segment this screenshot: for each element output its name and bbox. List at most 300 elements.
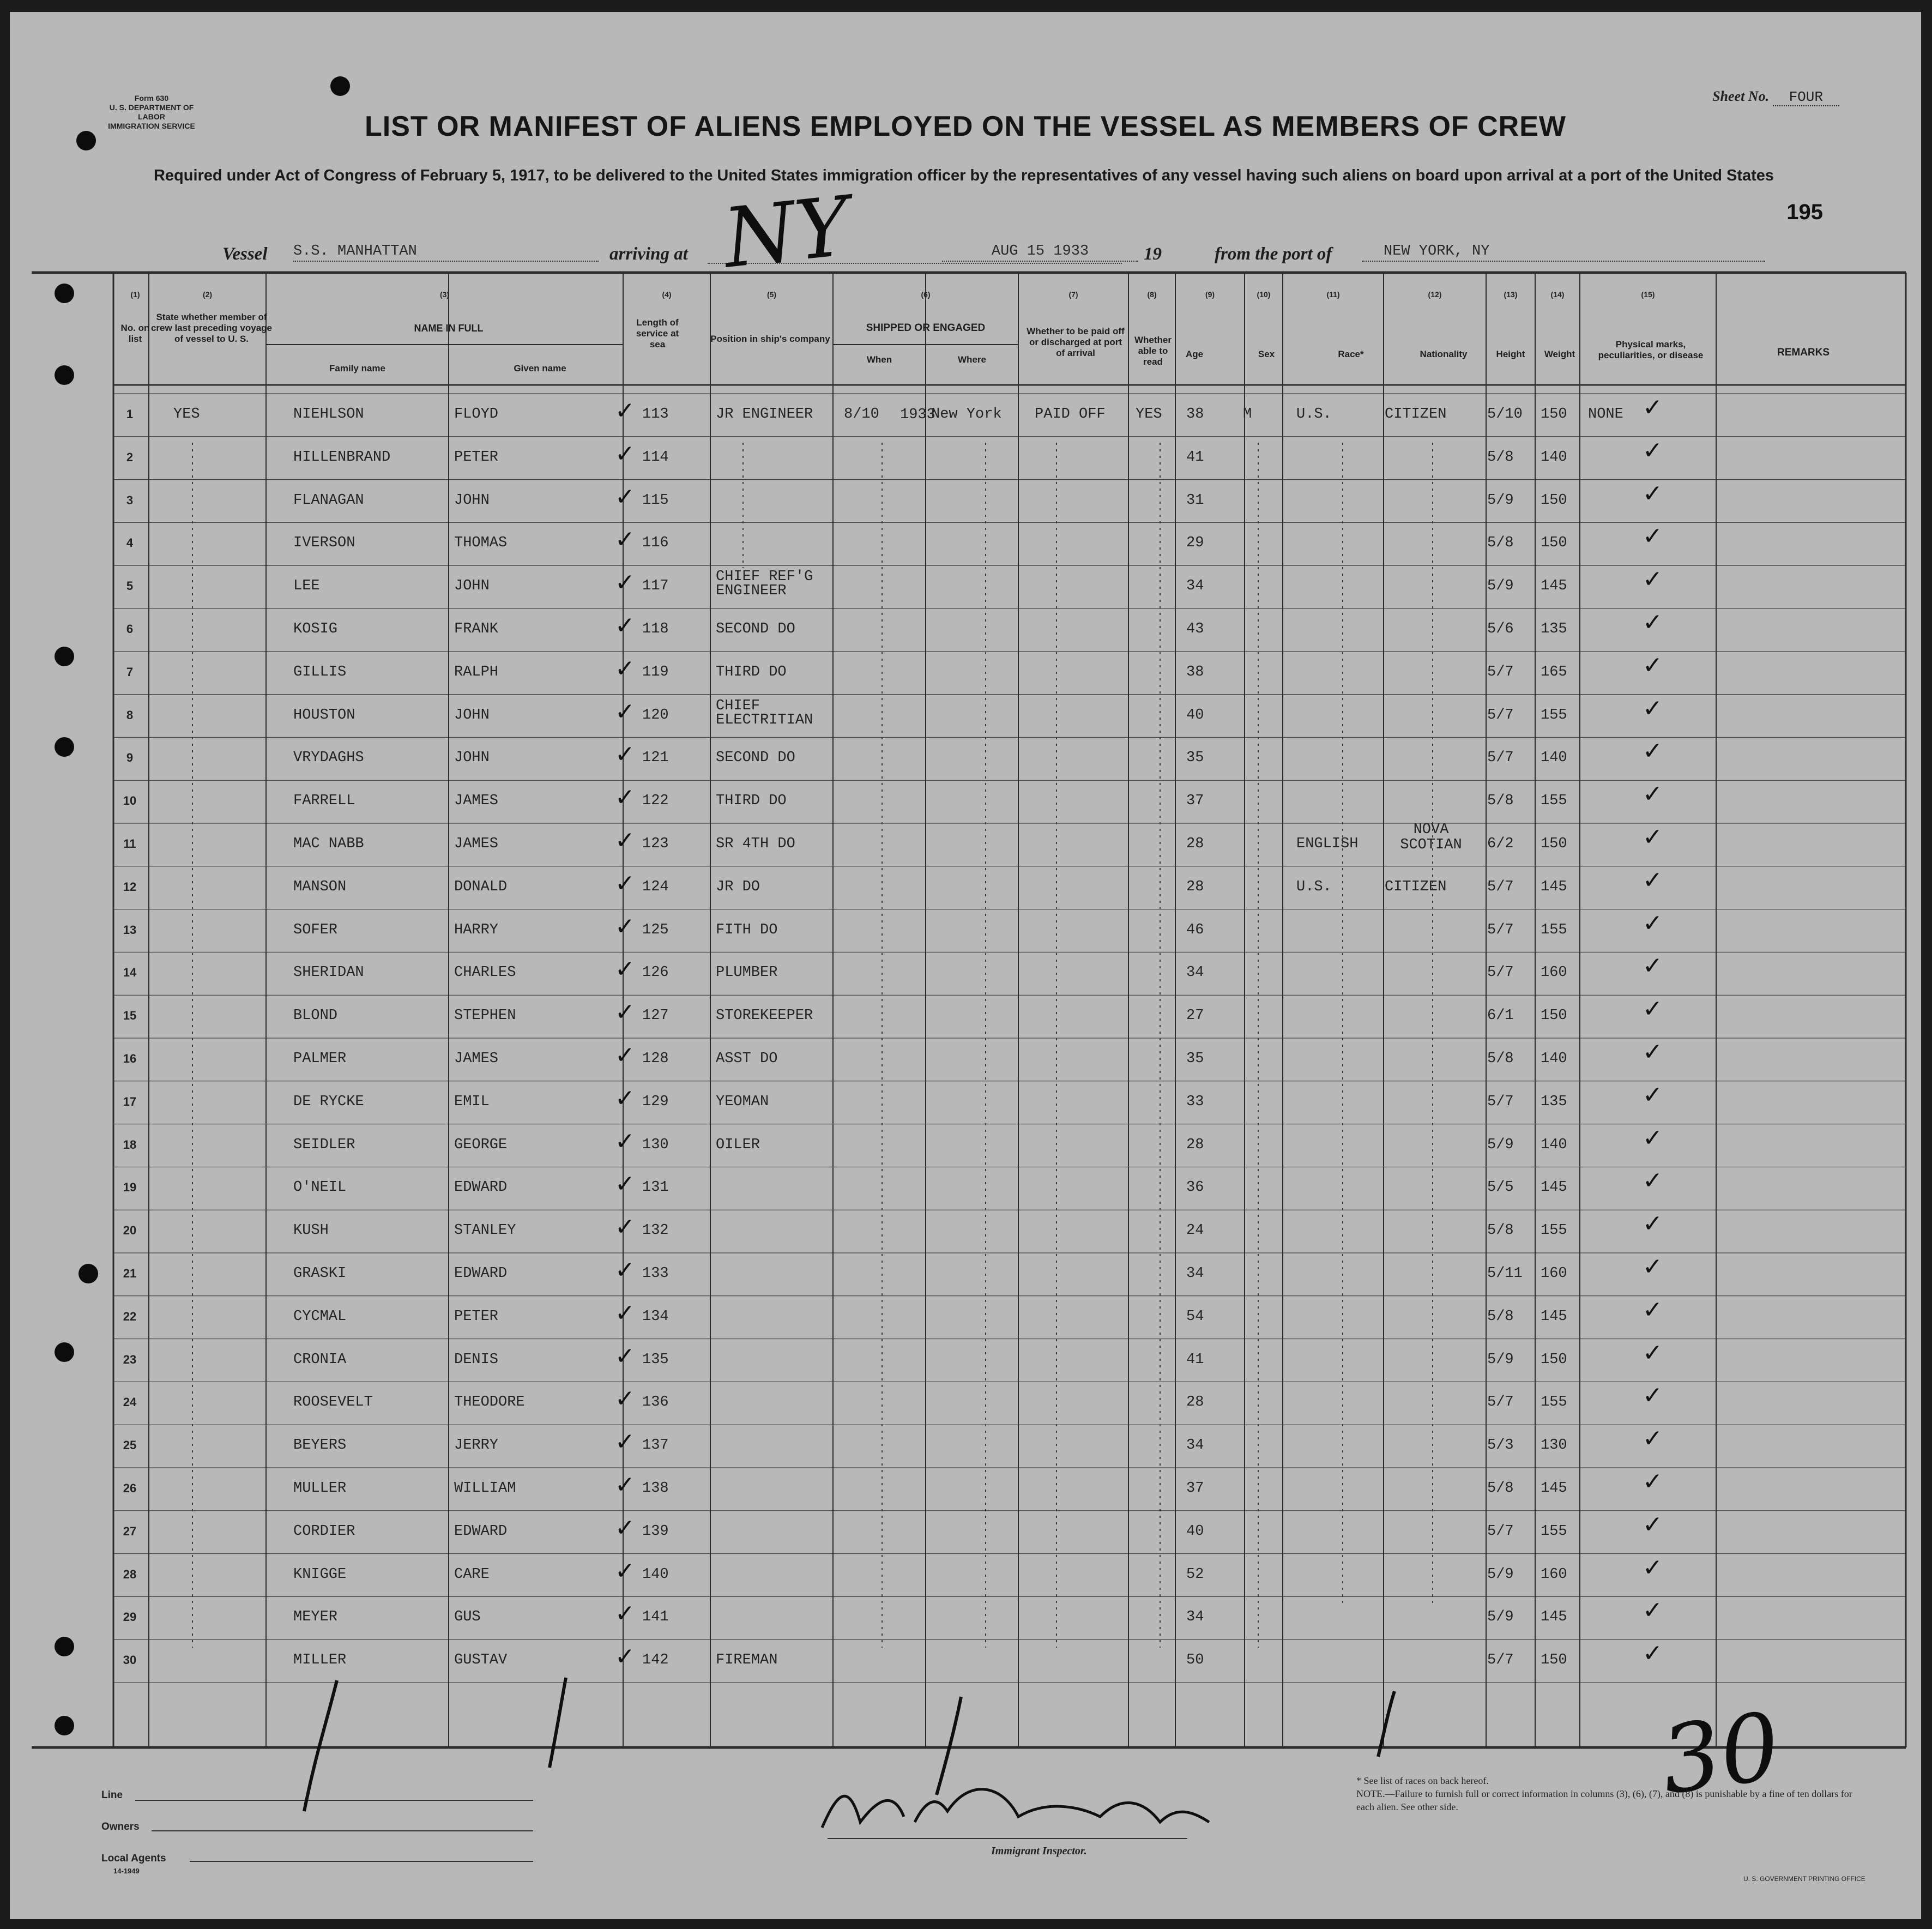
length-of-service-cell: 123 <box>642 836 669 852</box>
height-cell: 5/3 <box>1487 1437 1514 1454</box>
vessel-value: S.S. MANHATTAN <box>293 243 599 262</box>
given-name-cell: DONALD <box>454 878 508 895</box>
check-mark-icon: ✓ <box>1643 952 1663 980</box>
length-of-service-cell: 141 <box>642 1609 669 1626</box>
weight-cell: 135 <box>1541 1093 1567 1110</box>
check-mark-icon: ✓ <box>615 654 635 683</box>
check-mark-icon: ✓ <box>1643 1038 1663 1066</box>
height-cell: 6/2 <box>1487 836 1514 852</box>
family-name-cell: GILLIS <box>293 664 347 680</box>
arriving-label: arriving at <box>609 244 688 264</box>
nationality-cell: CITIZEN <box>1385 406 1447 423</box>
row-number: 10 <box>123 794 137 808</box>
arrival-date: AUG 15 1933 <box>942 243 1138 262</box>
age-cell: 29 <box>1186 535 1204 552</box>
check-mark-icon: ✓ <box>1643 479 1663 508</box>
given-name-cell: RALPH <box>454 664 499 680</box>
family-name-cell: KOSIG <box>293 621 338 637</box>
check-mark-icon: ✓ <box>1643 608 1663 636</box>
weight-cell: 155 <box>1541 1222 1567 1239</box>
age-cell: 38 <box>1186 406 1204 423</box>
length-of-service-cell: 121 <box>642 750 669 767</box>
weight-cell: 145 <box>1541 1609 1567 1626</box>
weight-cell: 165 <box>1541 664 1567 680</box>
given-name-cell: JAMES <box>454 836 499 852</box>
check-mark-icon: ✓ <box>1643 394 1663 421</box>
check-mark-icon: ✓ <box>615 1170 635 1198</box>
height-cell: 5/11 <box>1487 1265 1523 1282</box>
age-cell: 34 <box>1186 964 1204 981</box>
check-mark-icon: ✓ <box>615 1643 635 1671</box>
check-mark-icon: ✓ <box>615 439 635 468</box>
able-to-read-cell: YES <box>1136 406 1162 423</box>
age-cell: 33 <box>1186 1093 1204 1110</box>
row-number: 12 <box>123 879 137 894</box>
check-mark-icon: ✓ <box>615 612 635 640</box>
length-of-service-cell: 125 <box>642 921 669 938</box>
age-cell: 41 <box>1186 449 1204 466</box>
weight-cell: 150 <box>1541 1008 1567 1024</box>
given-name-cell: EDWARD <box>454 1523 508 1540</box>
age-cell: 35 <box>1186 1051 1204 1067</box>
position-cell: ASST DO <box>716 1051 778 1067</box>
age-cell: 54 <box>1186 1308 1204 1325</box>
header-weight: Weight <box>1544 349 1575 359</box>
weight-cell: 150 <box>1541 406 1567 423</box>
family-name-cell: CYCMAL <box>293 1308 347 1325</box>
row-number: 16 <box>123 1052 137 1065</box>
height-cell: 5/5 <box>1487 1179 1514 1196</box>
check-mark-icon: ✓ <box>615 1299 635 1327</box>
shipped-where-cell: New York <box>931 406 1002 423</box>
header-no: No. on list <box>120 323 150 344</box>
position-cell: THIRD DO <box>716 793 787 810</box>
row-number: 28 <box>123 1567 137 1581</box>
age-cell: 31 <box>1186 492 1204 509</box>
check-mark-icon: ✓ <box>615 1471 635 1499</box>
given-name-cell: JOHN <box>454 707 490 724</box>
form-number: Form 630 <box>134 94 169 103</box>
length-of-service-cell: 120 <box>642 707 669 724</box>
length-of-service-cell: 119 <box>642 664 669 680</box>
position-cell: SR 4TH DO <box>716 836 795 852</box>
race-cell: U.S. <box>1296 406 1332 423</box>
check-mark-icon: ✓ <box>615 783 635 812</box>
given-name-cell: THEODORE <box>454 1394 525 1411</box>
family-name-cell: SOFER <box>293 921 338 938</box>
age-cell: 46 <box>1186 921 1204 938</box>
given-name-cell: GUSTAV <box>454 1652 508 1669</box>
printer-note: U. S. GOVERNMENT PRINTING OFFICE <box>1743 1875 1865 1883</box>
row-number: 4 <box>126 536 134 550</box>
position-cell: PLUMBER <box>716 964 778 981</box>
from-port-label: from the port of <box>1215 244 1332 264</box>
family-name-cell: BEYERS <box>293 1437 347 1454</box>
family-name-cell: BLOND <box>293 1008 338 1024</box>
weight-cell: 145 <box>1541 1308 1567 1325</box>
row-number: 7 <box>126 665 134 679</box>
position-cell: OILER <box>716 1136 760 1153</box>
check-mark-icon: ✓ <box>1643 995 1663 1023</box>
race-cell: U.S. <box>1296 878 1332 895</box>
header-physical-marks: Physical marks, peculiarities, or disease <box>1598 339 1704 360</box>
given-name-cell: JOHN <box>454 492 490 509</box>
penalty-note: NOTE.—Failure to furnish full or correct information in columns (3), (6), (7), and (8) is punishable by a fine of ten dollars for each alien. See other side. <box>1356 1788 1852 1812</box>
age-cell: 37 <box>1186 1480 1204 1497</box>
check-mark-icon: ✓ <box>1643 436 1663 465</box>
row-number: 3 <box>126 493 134 507</box>
check-mark-icon: ✓ <box>615 397 635 425</box>
position-cell: JR DO <box>716 878 760 895</box>
height-cell: 5/7 <box>1487 964 1514 981</box>
height-cell: 5/7 <box>1487 664 1514 680</box>
check-mark-icon: ✓ <box>615 740 635 769</box>
column-number: (6) <box>921 290 931 299</box>
check-mark-icon: ✓ <box>615 483 635 511</box>
length-of-service-cell: 135 <box>642 1351 669 1368</box>
row-number: 22 <box>123 1309 137 1323</box>
column-number: (8) <box>1147 290 1157 299</box>
weight-cell: 160 <box>1541 1566 1567 1583</box>
check-mark-icon: ✓ <box>1643 737 1663 765</box>
weight-cell: 130 <box>1541 1437 1567 1454</box>
check-mark-icon: ✓ <box>615 1256 635 1284</box>
given-name-cell: JOHN <box>454 750 490 767</box>
given-name-cell: JAMES <box>454 1051 499 1067</box>
header-when: When <box>866 354 892 365</box>
position-cell: FITH DO <box>716 921 778 938</box>
height-cell: 6/1 <box>1487 1008 1514 1024</box>
check-mark-icon: ✓ <box>1643 1596 1663 1625</box>
age-cell: 43 <box>1186 621 1204 637</box>
family-name-cell: FLANAGAN <box>293 492 364 509</box>
height-cell: 5/7 <box>1487 1652 1514 1669</box>
given-name-cell: CARE <box>454 1566 490 1583</box>
family-name-cell: HOUSTON <box>293 707 355 724</box>
height-cell: 5/7 <box>1487 1523 1514 1540</box>
length-of-service-cell: 142 <box>642 1652 669 1669</box>
check-mark-icon: ✓ <box>1643 651 1663 679</box>
family-name-cell: LEE <box>293 578 320 595</box>
weight-cell: 155 <box>1541 707 1567 724</box>
row-number: 13 <box>123 923 137 937</box>
header-sex: Sex <box>1258 349 1275 359</box>
row-number: 19 <box>123 1180 137 1195</box>
check-mark-icon: ✓ <box>1643 1339 1663 1367</box>
age-cell: 34 <box>1186 578 1204 595</box>
position-cell: SECOND DO <box>716 750 795 767</box>
given-name-cell: STEPHEN <box>454 1008 516 1024</box>
header-length-of-service: Length of service at sea <box>636 317 679 349</box>
family-name-cell: VRYDAGHS <box>293 750 364 767</box>
family-name-cell: CRONIA <box>293 1351 347 1368</box>
age-cell: 50 <box>1186 1652 1204 1669</box>
header-given-name: Given name <box>514 363 566 373</box>
given-name-cell: HARRY <box>454 921 499 938</box>
position-cell: CHIEF ELECTRITIAN <box>716 697 813 728</box>
length-of-service-cell: 113 <box>642 406 669 423</box>
position-cell: JR ENGINEER <box>716 406 813 423</box>
check-mark-icon: ✓ <box>1643 1425 1663 1453</box>
given-name-cell: FLOYD <box>454 406 499 423</box>
weight-cell: 150 <box>1541 1652 1567 1669</box>
height-cell: 5/6 <box>1487 621 1514 637</box>
check-mark-icon: ✓ <box>615 1084 635 1112</box>
column-number: (10) <box>1257 290 1271 299</box>
row-number: 23 <box>123 1352 137 1366</box>
header-nationality: Nationality <box>1420 349 1468 359</box>
length-of-service-cell: 117 <box>642 578 669 595</box>
vessel-label: Vessel <box>222 244 268 264</box>
check-mark-icon: ✓ <box>1643 522 1663 551</box>
given-name-cell: WILLIAM <box>454 1480 516 1497</box>
row-number: 26 <box>123 1481 137 1495</box>
column-number: (3) <box>439 290 450 299</box>
check-mark-icon: ✓ <box>1643 694 1663 722</box>
age-cell: 24 <box>1186 1222 1204 1239</box>
family-name-cell: GRASKI <box>293 1265 347 1282</box>
height-cell: 5/7 <box>1487 878 1514 895</box>
row-number: 17 <box>123 1094 137 1108</box>
position-cell: FIREMAN <box>716 1652 778 1669</box>
check-mark-icon: ✓ <box>1643 1510 1663 1539</box>
check-mark-icon: ✓ <box>1643 565 1663 594</box>
check-mark-icon: ✓ <box>615 526 635 554</box>
height-cell: 5/8 <box>1487 535 1514 552</box>
position-cell: YEOMAN <box>716 1093 769 1110</box>
length-of-service-cell: 137 <box>642 1437 669 1454</box>
row-number: 8 <box>126 708 134 722</box>
given-name-cell: EMIL <box>454 1093 490 1110</box>
age-cell: 34 <box>1186 1437 1204 1454</box>
length-of-service-cell: 122 <box>642 793 669 810</box>
check-mark-icon: ✓ <box>615 1127 635 1155</box>
length-of-service-cell: 140 <box>642 1566 669 1583</box>
given-name-cell: JERRY <box>454 1437 499 1454</box>
weight-cell: 150 <box>1541 535 1567 552</box>
age-cell: 40 <box>1186 707 1204 724</box>
row-number: 15 <box>123 1009 137 1023</box>
family-name-cell: DE RYCKE <box>293 1093 364 1110</box>
row-number: 25 <box>123 1438 137 1452</box>
sex-cell: M <box>1243 406 1252 423</box>
row-number: 30 <box>123 1653 137 1667</box>
header-position: Position in ship's company <box>710 334 830 344</box>
age-cell: 28 <box>1186 878 1204 895</box>
check-mark-icon: ✓ <box>615 955 635 984</box>
weight-cell: 150 <box>1541 1351 1567 1368</box>
given-name-cell: DENIS <box>454 1351 499 1368</box>
races-note: * See list of races on back hereof. <box>1356 1775 1489 1786</box>
given-name-cell: GUS <box>454 1609 481 1626</box>
given-name-cell: CHARLES <box>454 964 516 981</box>
height-cell: 5/9 <box>1487 578 1514 595</box>
footer-line-label: Line <box>101 1789 123 1801</box>
given-name-cell: THOMAS <box>454 535 508 552</box>
check-mark-icon: ✓ <box>1643 823 1663 851</box>
family-name-cell: MAC NABB <box>293 836 364 852</box>
row-number: 14 <box>123 966 137 980</box>
given-name-cell: JAMES <box>454 793 499 810</box>
height-cell: 5/8 <box>1487 449 1514 466</box>
family-name-cell: FARRELL <box>293 793 355 810</box>
check-mark-icon: ✓ <box>1643 1639 1663 1668</box>
check-mark-icon: ✓ <box>615 1213 635 1241</box>
column-number: (4) <box>662 290 672 299</box>
given-name-cell: FRANK <box>454 621 499 637</box>
weight-cell: 140 <box>1541 750 1567 767</box>
paid-off-cell: PAID OFF <box>1035 406 1106 423</box>
header-age: Age <box>1185 349 1204 359</box>
check-mark-icon: ✓ <box>615 827 635 854</box>
column-number: (11) <box>1326 290 1340 299</box>
from-port-value: NEW YORK, NY <box>1362 243 1765 262</box>
header-able-to-read: Whether able to read <box>1134 335 1172 367</box>
row-number: 5 <box>126 579 134 593</box>
length-of-service-cell: 133 <box>642 1265 669 1282</box>
family-name-cell: KUSH <box>293 1222 329 1239</box>
weight-cell: 140 <box>1541 449 1567 466</box>
length-of-service-cell: 128 <box>642 1051 669 1067</box>
check-mark-icon: ✓ <box>615 1342 635 1370</box>
given-name-cell: PETER <box>454 1308 499 1325</box>
age-cell: 38 <box>1186 664 1204 680</box>
check-mark-icon: ✓ <box>615 912 635 941</box>
column-number: (13) <box>1504 290 1518 299</box>
length-of-service-cell: 138 <box>642 1480 669 1497</box>
weight-cell: 135 <box>1541 621 1567 637</box>
given-name-cell: PETER <box>454 449 499 466</box>
check-mark-icon: ✓ <box>615 1557 635 1585</box>
length-of-service-cell: 136 <box>642 1394 669 1411</box>
weight-cell: 150 <box>1541 836 1567 852</box>
check-mark-icon: ✓ <box>1643 1081 1663 1109</box>
height-cell: 5/9 <box>1487 1566 1514 1583</box>
given-name-cell: STANLEY <box>454 1222 516 1239</box>
check-mark-icon: ✓ <box>1643 1210 1663 1238</box>
row-number: 27 <box>123 1524 137 1538</box>
header-where: Where <box>958 354 986 365</box>
age-cell: 34 <box>1186 1265 1204 1282</box>
column-number: (9) <box>1205 290 1215 299</box>
length-of-service-cell: 124 <box>642 878 669 895</box>
check-mark-icon: ✓ <box>1643 1124 1663 1152</box>
height-cell: 5/7 <box>1487 1093 1514 1110</box>
length-of-service-cell: 139 <box>642 1523 669 1540</box>
height-cell: 5/9 <box>1487 1136 1514 1153</box>
weight-cell: 145 <box>1541 878 1567 895</box>
header-family-name: Family name <box>329 363 385 373</box>
check-mark-icon: ✓ <box>615 998 635 1027</box>
family-name-cell: CORDIER <box>293 1523 355 1540</box>
nationality-cell: NOVA SCOTIAN <box>1400 822 1462 853</box>
row-number: 24 <box>123 1395 137 1409</box>
height-cell: 5/8 <box>1487 1480 1514 1497</box>
check-mark-icon: ✓ <box>615 1041 635 1069</box>
weight-cell: 140 <box>1541 1136 1567 1153</box>
length-of-service-cell: 129 <box>642 1093 669 1110</box>
check-mark-icon: ✓ <box>1643 1468 1663 1496</box>
family-name-cell: O'NEIL <box>293 1179 347 1196</box>
family-name-cell: SEIDLER <box>293 1136 355 1153</box>
weight-cell: 155 <box>1541 1394 1567 1411</box>
column-number: (12) <box>1428 290 1442 299</box>
header-name-in-full: NAME IN FULL <box>414 323 484 334</box>
check-mark-icon: ✓ <box>615 569 635 597</box>
check-mark-icon: ✓ <box>1643 1253 1663 1281</box>
height-cell: 5/10 <box>1487 406 1523 423</box>
family-name-cell: HILLENBRAND <box>293 449 391 466</box>
family-name-cell: MILLER <box>293 1652 347 1669</box>
race-cell: ENGLISH <box>1296 836 1359 852</box>
length-of-service-cell: 134 <box>642 1308 669 1325</box>
row-number: 2 <box>126 450 134 464</box>
age-cell: 27 <box>1186 1008 1204 1024</box>
family-name-cell: IVERSON <box>293 535 355 552</box>
age-cell: 37 <box>1186 793 1204 810</box>
weight-cell: 155 <box>1541 793 1567 810</box>
column-number: (5) <box>766 290 777 299</box>
column-number: (1) <box>130 290 140 299</box>
age-cell: 28 <box>1186 1394 1204 1411</box>
check-mark-icon: ✓ <box>1643 1295 1663 1324</box>
family-name-cell: MULLER <box>293 1480 347 1497</box>
given-name-cell: GEORGE <box>454 1136 508 1153</box>
weight-cell: 145 <box>1541 1480 1567 1497</box>
age-cell: 35 <box>1186 750 1204 767</box>
row-number: 20 <box>123 1223 137 1238</box>
header-paid-off: Whether to be paid off or discharged at port of arrival <box>1027 326 1125 358</box>
page-title: LIST OR MANIFEST OF ALIENS EMPLOYED ON THE VESSEL AS MEMBERS OF CREW <box>365 111 1566 142</box>
inspector-label: Immigrant Inspector. <box>991 1845 1087 1857</box>
height-cell: 5/7 <box>1487 1394 1514 1411</box>
column-number: (2) <box>202 290 213 299</box>
check-mark-icon: ✓ <box>615 1514 635 1542</box>
check-mark-icon: ✓ <box>615 1600 635 1628</box>
footer-owners-label: Owners <box>101 1821 140 1832</box>
handwritten-port: NY <box>719 179 854 287</box>
department-name: U. S. DEPARTMENT OF LABOR <box>109 103 194 121</box>
age-cell: 52 <box>1186 1566 1204 1583</box>
year-shipped: 1933 <box>900 407 935 423</box>
family-name-cell: KNIGGE <box>293 1566 347 1583</box>
check-mark-icon: ✓ <box>615 1385 635 1413</box>
column-number: (7) <box>1068 290 1078 299</box>
weight-cell: 155 <box>1541 921 1567 938</box>
header-remarks: REMARKS <box>1777 347 1830 358</box>
given-name-cell: JOHN <box>454 578 490 595</box>
page-subtitle: Required under Act of Congress of February 5, 1917, to be delivered to the United States immigration officer by the representatives of any vessel having such aliens on board upon arrival at a port of the United States <box>153 167 1774 184</box>
check-mark-icon: ✓ <box>1643 1553 1663 1582</box>
length-of-service-cell: 132 <box>642 1222 669 1239</box>
family-name-cell: MEYER <box>293 1609 338 1626</box>
row-number: 11 <box>123 837 136 851</box>
physical-marks-cell: NONE <box>1588 406 1623 423</box>
position-cell: CHIEF REF'G ENGINEER <box>716 569 813 600</box>
weight-cell: 145 <box>1541 578 1567 595</box>
weight-cell: 160 <box>1541 964 1567 981</box>
handwritten-total: 30 <box>1655 1692 1787 1816</box>
family-name-cell: PALMER <box>293 1051 347 1067</box>
height-cell: 5/7 <box>1487 750 1514 767</box>
header-race: Race* <box>1338 349 1364 359</box>
header-member-previous: State whether member of crew last preceding voyage of vessel to U. S. <box>150 312 273 344</box>
age-cell: 36 <box>1186 1179 1204 1196</box>
column-number: (14) <box>1550 290 1565 299</box>
shipped-when-cell: 8/10 <box>844 406 879 423</box>
check-mark-icon: ✓ <box>1643 909 1663 937</box>
age-cell: 40 <box>1186 1523 1204 1540</box>
